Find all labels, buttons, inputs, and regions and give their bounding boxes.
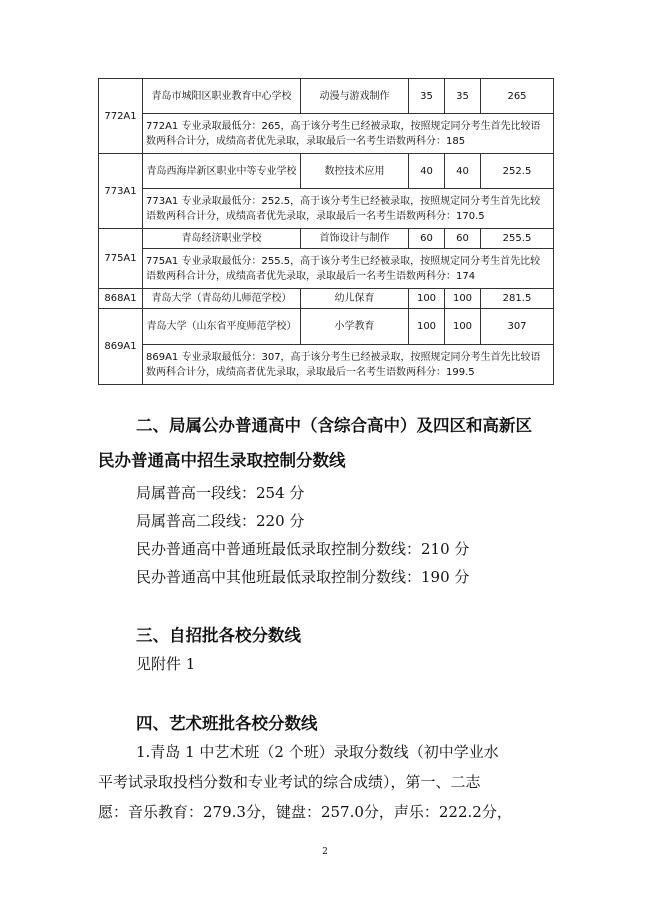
admitted-count: 100	[445, 309, 481, 345]
program-code: 772A1	[99, 79, 143, 154]
plan-count: 100	[409, 309, 445, 345]
paragraph-line: 局属普高一段线：254 分	[136, 484, 305, 502]
table-row	[99, 79, 554, 114]
school-name: 青岛西海岸新区职业中等专业学校	[143, 154, 301, 189]
admitted-count: 100	[445, 289, 481, 309]
program-code: 869A1	[99, 309, 143, 385]
min-score: 281.5	[481, 289, 554, 309]
table-row	[99, 154, 554, 189]
min-score: 265	[481, 79, 554, 114]
score-note: 773A1 专业录取最低分：252.5，高于该分考生已经被录取，按照规定同分考生首先比较语数两科合计分，成绩高者优先录取，录取最后一名考生语数两科分：170.5	[143, 189, 554, 229]
paragraph-line: 民办普通高中其他班最低录取控制分数线：190 分	[136, 568, 470, 586]
table-note-row	[99, 189, 554, 229]
plan-count: 100	[409, 289, 445, 309]
paragraph-line: 民办普通高中普通班最低录取控制分数线：210 分	[136, 540, 470, 558]
page-number: 2	[322, 847, 328, 857]
plan-count: 60	[409, 229, 445, 249]
admitted-count: 35	[445, 79, 481, 114]
admission-score-table	[98, 78, 554, 385]
school-name: 青岛大学（青岛幼儿师范学校）	[143, 289, 301, 309]
paragraph-line: 见附件 1	[136, 655, 196, 673]
major-name: 小学教育	[301, 309, 409, 345]
school-name: 青岛大学（山东省平度师范学校）	[143, 309, 301, 345]
section4-heading: 四、艺术班批各校分数线	[136, 714, 318, 733]
paragraph-line: 愿：音乐教育：279.3分，键盘：257.0分，声乐：222.2分，	[98, 803, 512, 821]
section2-heading-line2: 民办普通高中招生录取控制分数线	[98, 451, 346, 470]
major-name: 数控技术应用	[301, 154, 409, 189]
score-note: 772A1 专业录取最低分：265，高于该分考生已经被录取，按照规定同分考生首先比较语数两科合计分，成绩高者优先录取，录取最后一名考生语数两科分：185	[143, 114, 554, 154]
major-name: 首饰设计与制作	[301, 229, 409, 249]
table-row	[99, 289, 554, 309]
min-score: 252.5	[481, 154, 554, 189]
program-code: 773A1	[99, 154, 143, 229]
paragraph-line: 1.青岛 1 中艺术班（2 个班）录取分数线（初中学业水	[136, 743, 499, 761]
score-note: 869A1 专业录取最低分：307，高于该分考生已经被录取，按照规定同分考生首先比较语数两科合计分，成绩高者优先录取，录取最后一名考生语数两科分：199.5	[143, 345, 554, 385]
program-code: 868A1	[99, 289, 143, 309]
admitted-count: 60	[445, 229, 481, 249]
paragraph-line: 平考试录取投档分数和专业考试的综合成绩），第一、二志	[98, 773, 481, 791]
section2-heading-line1: 二、局属公办普通高中（含综合高中）及四区和高新区	[136, 416, 532, 435]
min-score: 307	[481, 309, 554, 345]
paragraph-line: 局属普高二段线：220 分	[136, 512, 305, 530]
table-row	[99, 229, 554, 249]
plan-count: 35	[409, 79, 445, 114]
table-note-row	[99, 249, 554, 289]
table-note-row	[99, 345, 554, 385]
program-code: 775A1	[99, 229, 143, 289]
major-name: 幼儿保育	[301, 289, 409, 309]
school-name: 青岛市城阳区职业教育中心学校	[143, 79, 301, 114]
table-row	[99, 309, 554, 345]
table-note-row	[99, 114, 554, 154]
min-score: 255.5	[481, 229, 554, 249]
major-name: 动漫与游戏制作	[301, 79, 409, 114]
plan-count: 40	[409, 154, 445, 189]
school-name: 青岛经济职业学校	[143, 229, 301, 249]
section3-heading: 三、自招批各校分数线	[136, 626, 301, 645]
admitted-count: 40	[445, 154, 481, 189]
score-note: 775A1 专业录取最低分：255.5，高于该分考生已经被录取，按照规定同分考生首先比较语数两科合计分，成绩高者优先录取，录取最后一名考生语数两科分：174	[143, 249, 554, 289]
